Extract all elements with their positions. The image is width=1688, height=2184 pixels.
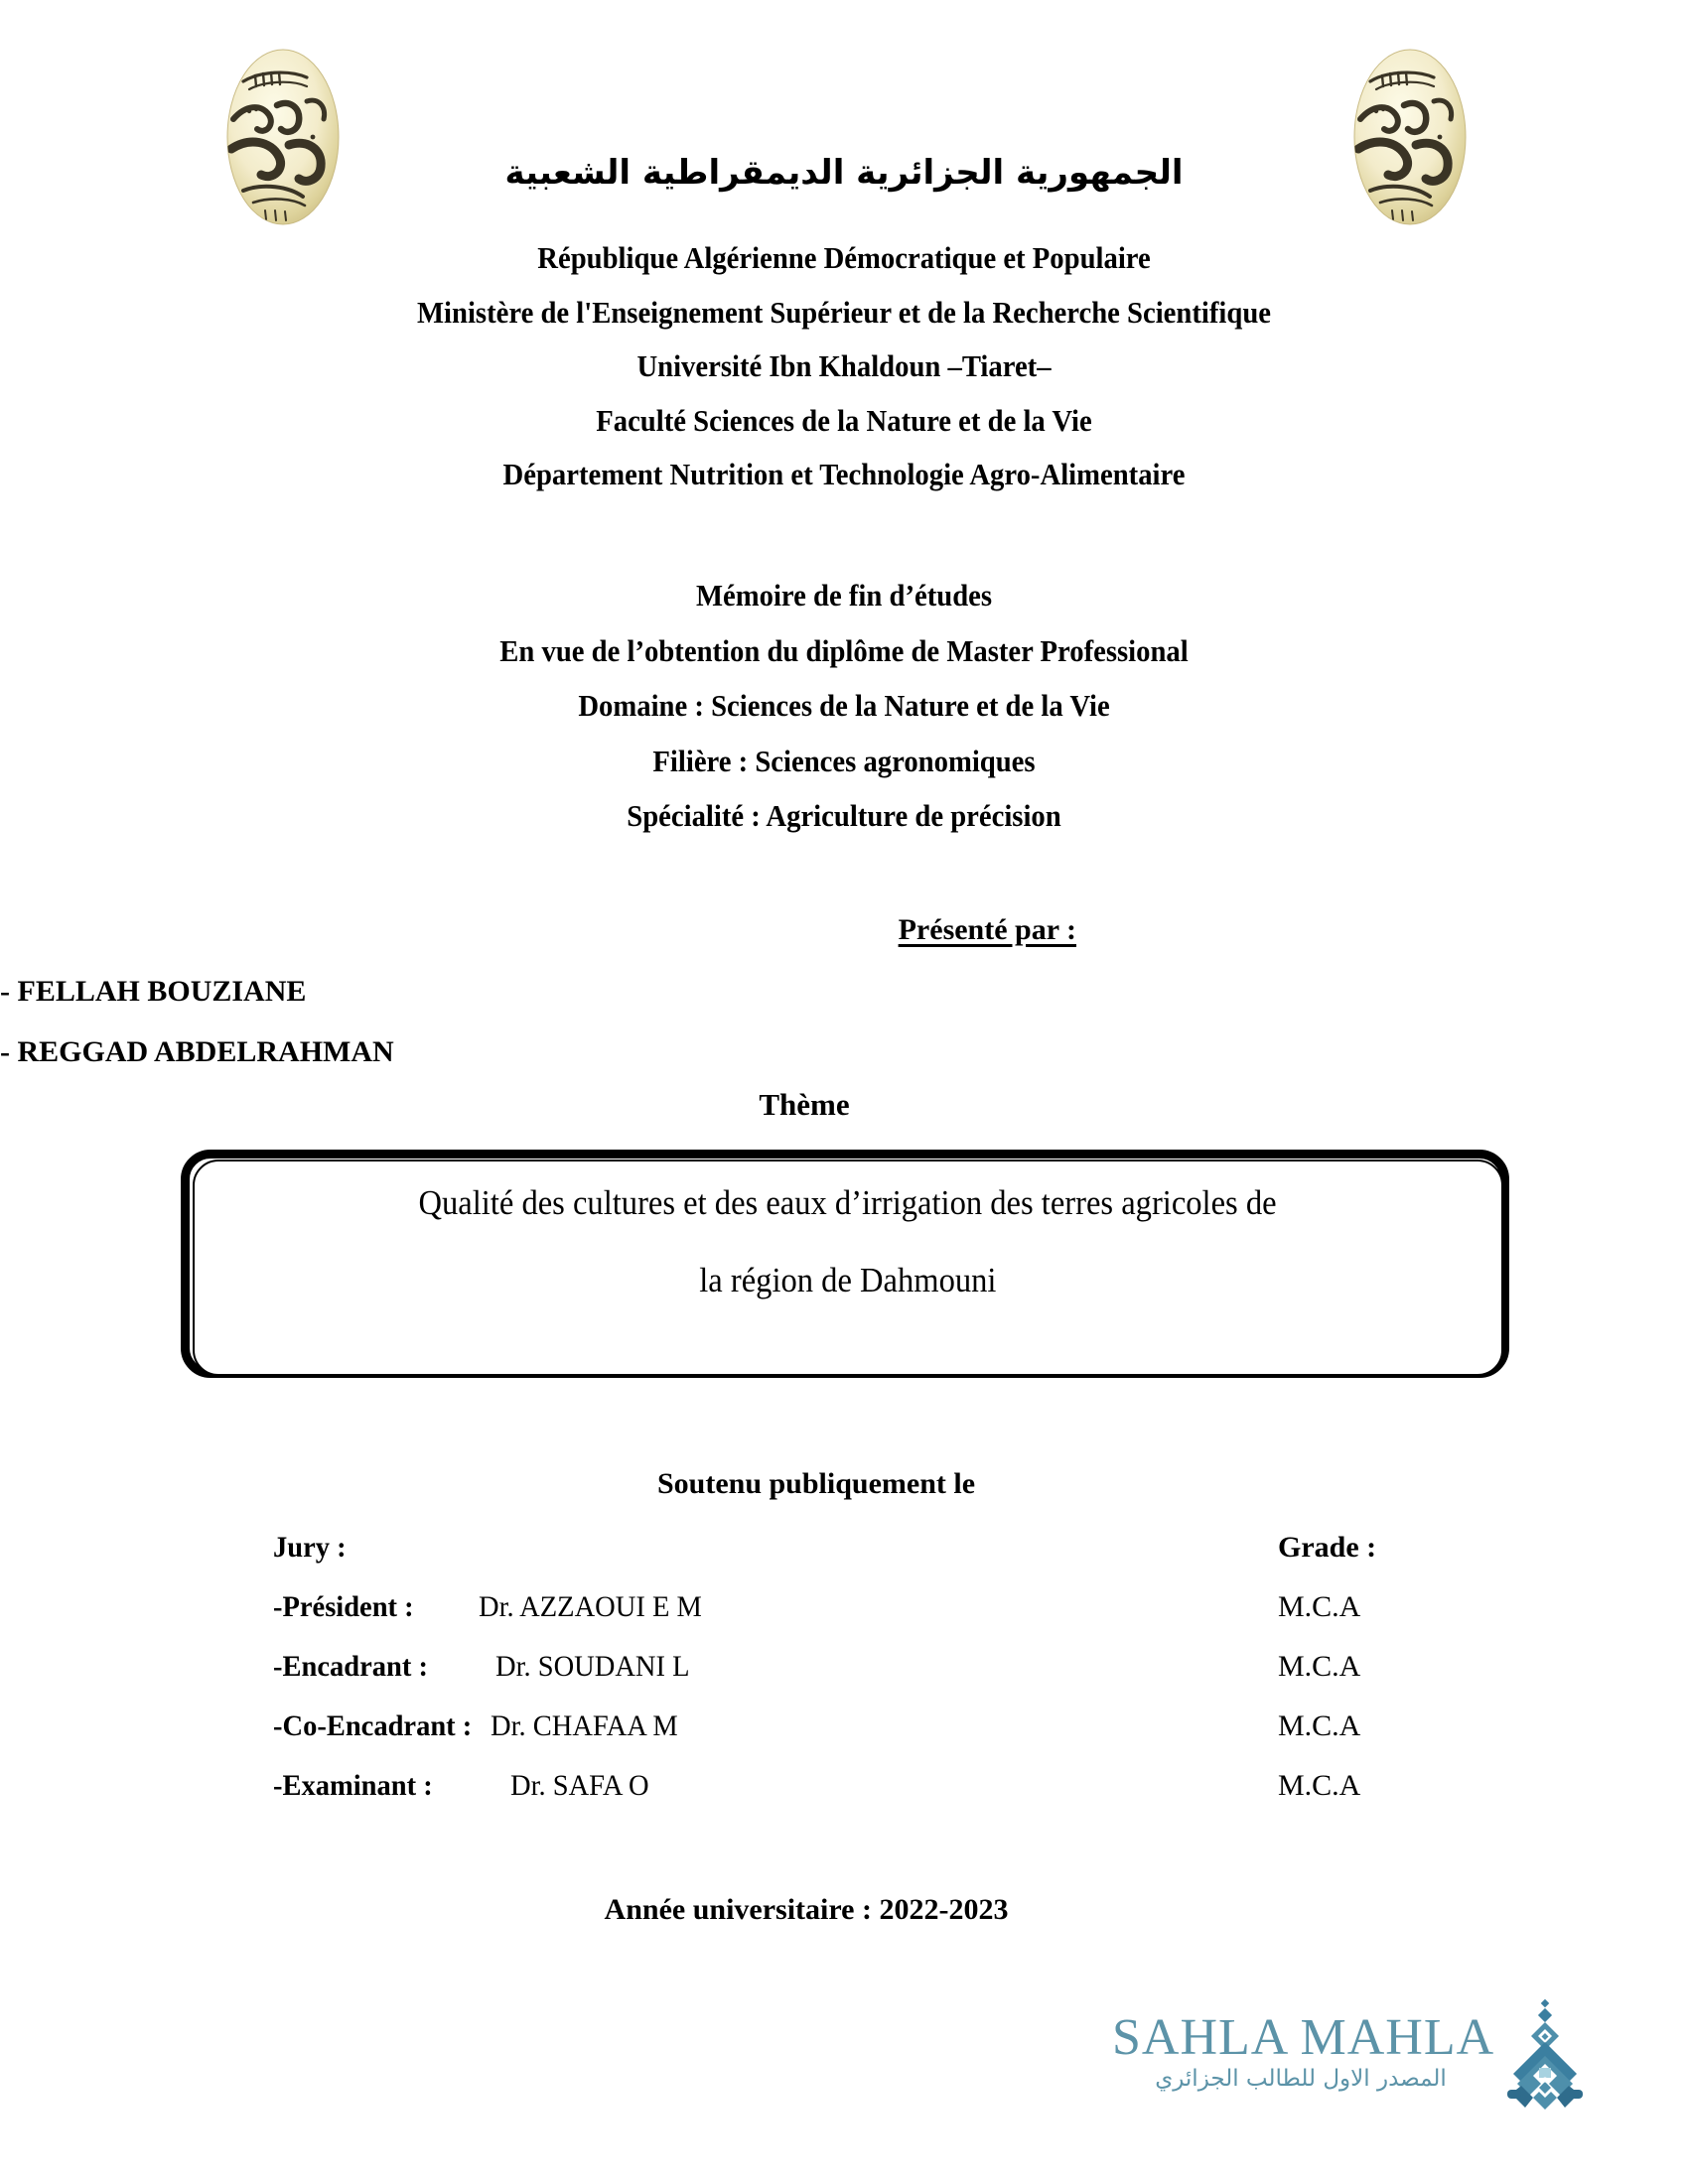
- degree-line-1: Mémoire de fin d’études: [695, 579, 993, 613]
- jury-header-left: Jury :: [273, 1531, 347, 1564]
- jury-name-1: Dr. SOUDANI L: [495, 1650, 690, 1683]
- institution-line-4: Faculté Sciences de la Nature et de la Vie: [596, 403, 1092, 438]
- presented-by-label: Présenté par :: [898, 913, 1076, 946]
- institution-line-5: Département Nutrition et Technologie Agro-Alimentaire: [502, 458, 1186, 491]
- jury-header-row: [273, 1531, 1445, 1565]
- jury-grade-0: M.C.A: [1278, 1590, 1361, 1623]
- theme-box: [193, 1160, 1503, 1376]
- author-name-2: - REGGAD ABDELRAHMAN: [0, 1035, 394, 1068]
- degree-line-2: En vue de l’obtention du diplôme de Master Professional: [499, 633, 1189, 668]
- jury-name-0: Dr. AZZAOUI E M: [479, 1590, 702, 1623]
- jury-row-co-encadrant: [273, 1709, 1445, 1743]
- university-seal-left-icon: [204, 46, 362, 229]
- jury-grade-1: M.C.A: [1278, 1650, 1361, 1683]
- jury-role-0: -Président :: [273, 1590, 414, 1623]
- jury-grade-2: M.C.A: [1278, 1709, 1361, 1742]
- amazigh-ornament-icon: [1499, 1998, 1591, 2116]
- theme-title-line-1: Qualité des cultures et des eaux d’irrigation des terres agricoles de: [418, 1183, 1278, 1222]
- jury-role-3: -Examinant :: [273, 1769, 433, 1802]
- jury-name-2: Dr. CHAFAA M: [490, 1709, 678, 1742]
- degree-block: [0, 581, 1688, 857]
- institution-line-1: République Algérienne Démocratique et Populaire: [537, 241, 1151, 275]
- institution-line-2: Ministère de l'Enseignement Supérieur et de la Recherche Scientifique: [416, 295, 1272, 330]
- degree-line-3: Domaine : Sciences de la Nature et de la Vie: [578, 689, 1110, 723]
- defense-date-label: Soutenu publiquement le: [656, 1467, 976, 1500]
- sahla-mahla-watermark: [1112, 1990, 1589, 2129]
- jury-table: [273, 1531, 1445, 1829]
- watermark-brand: SAHLA MAHLA: [1112, 2009, 1495, 2066]
- jury-header-right: Grade :: [1278, 1531, 1377, 1564]
- jury-row-president: [273, 1590, 1445, 1624]
- arabic-republic-title: الجمهورية الجزائرية الديمقراطية الشعبية: [504, 153, 1184, 193]
- degree-line-4: Filière : Sciences agronomiques: [652, 744, 1036, 778]
- page-header: [0, 46, 1688, 234]
- institution-block: [0, 243, 1688, 514]
- jury-name-3: Dr. SAFA O: [510, 1769, 649, 1802]
- degree-line-5: Spécialité : Agriculture de précision: [627, 799, 1061, 833]
- jury-role-1: -Encadrant :: [273, 1650, 428, 1683]
- university-seal-right-icon: [1331, 46, 1489, 229]
- presented-by-block: [0, 913, 1688, 1096]
- institution-line-3: Université Ibn Khaldoun –Tiaret–: [636, 349, 1052, 383]
- academic-year: Année universitaire : 2022-2023: [604, 1893, 1009, 1926]
- jury-grade-3: M.C.A: [1278, 1769, 1361, 1802]
- watermark-tagline: المصدر الاول للطالب الجزائري: [1155, 2066, 1447, 2092]
- theme-title-line-2: la région de Dahmouni: [699, 1261, 997, 1299]
- author-name-1: - FELLAH BOUZIANE: [0, 975, 307, 1008]
- theme-label: Thème: [759, 1087, 850, 1122]
- jury-role-2: -Co-Encadrant :: [273, 1709, 473, 1742]
- jury-row-examinant: [273, 1769, 1445, 1803]
- jury-row-encadrant: [273, 1650, 1445, 1684]
